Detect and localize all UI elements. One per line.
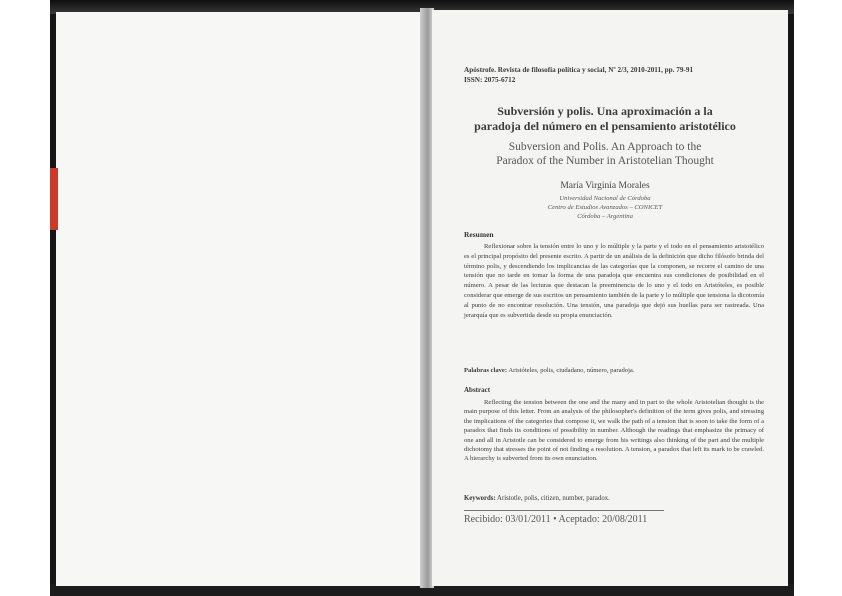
author-affiliation (450, 194, 760, 221)
keywords-en-list: Aristotle, polis, citizen, number, paradox. (495, 495, 610, 502)
keywords-es-list: Aristóteles, polis, ciudadano, número, paradoja. (507, 367, 635, 374)
submission-dates (464, 514, 764, 525)
title-en-line-2: Paradox of the Number in Aristotelian Thought (496, 155, 714, 167)
resumen-text: Reflexionar sobre la tensión entre lo uno y lo múltiple y la parte y el todo en el pensamiento aristotélico es el principal propósito del presente escrito. A partir de un análisis de la definición que dicho filósofo brinda del término polis, y descendiendo los implicancias de las categorías que la componen, se recorre el camino de una tensión que no tarde en tomar la forma de una paradoja que encuentra sus condiciones de posibilidad en el número. A pesar de las lecturas que destacan la preeminencia de lo uno y el todo en Aristóteles, es posible considerar que emerge de sus escritos un pensamiento también de la parte y lo múltiple que tensiona la dicotomía al punto de no encontrar resolución. Una tensión, una paradoja que dejó sus huellas para ser rastreada. Una jerarquía que es subvertida desde su propia enunciación. (464, 243, 764, 319)
title-es-line-1: Subversión y polis. Una aproximación a la (497, 104, 713, 118)
journal-issn: ISSN: 2075-6712 (464, 76, 516, 84)
title-es-line-2: paradoja del número en el pensamiento aristotélico (474, 119, 736, 133)
received-date: Recibido: 03/01/2011 (464, 514, 551, 525)
journal-citation: Apóstrofe. Revista de filosofía política y social, Nº 2/3, 2010-2011, pp. 79-91 (464, 66, 694, 74)
footer-rule (464, 510, 664, 511)
left-page-blank (56, 12, 422, 586)
keywords-es (464, 367, 764, 374)
journal-header (464, 65, 774, 85)
keywords-es-label: Palabras clave: (464, 367, 508, 374)
article-title-en (450, 140, 760, 168)
affiliation-line-1: Universidad Nacional de Córdoba (559, 195, 651, 202)
abstract-text: Reflecting the tension between the one and the many and in part to the whole Aristotelian thought is the main purpose of this letter. From an analysis of the philosopher's definition of the term gives polis, and stressing the implications of the categories that compose it, we walk the path of a tension that is soon to take the form of a paradox that finds its conditions of possibility in number. Although the readings that emphasize the primacy of one and all in Aristotle can be considered to emerge from his writings also thinking of the part and the multiple dichotomy that stresses the point of not finding a resolution. A tension, a paradox that left its mark to be crawled. A hierarchy is subverted from its own enunciation. (464, 399, 764, 463)
abstract-heading: Abstract (464, 386, 491, 394)
keywords-en (464, 495, 764, 502)
article-title-es (450, 104, 760, 134)
affiliation-line-3: Córdoba – Argentina (577, 213, 633, 220)
author-name: María Virginia Morales (560, 181, 650, 191)
affiliation-line-2: Centro de Estudios Avanzados – CONICET (547, 204, 663, 211)
title-en-line-1: Subversion and Polis. An Approach to the (508, 141, 702, 153)
accepted-date: Aceptado: 20/08/2011 (558, 514, 648, 525)
date-separator: • (550, 514, 559, 525)
resumen-heading: Resumen (464, 230, 494, 239)
red-tab-marker (50, 168, 58, 230)
keywords-en-label: Keywords: (464, 495, 496, 502)
